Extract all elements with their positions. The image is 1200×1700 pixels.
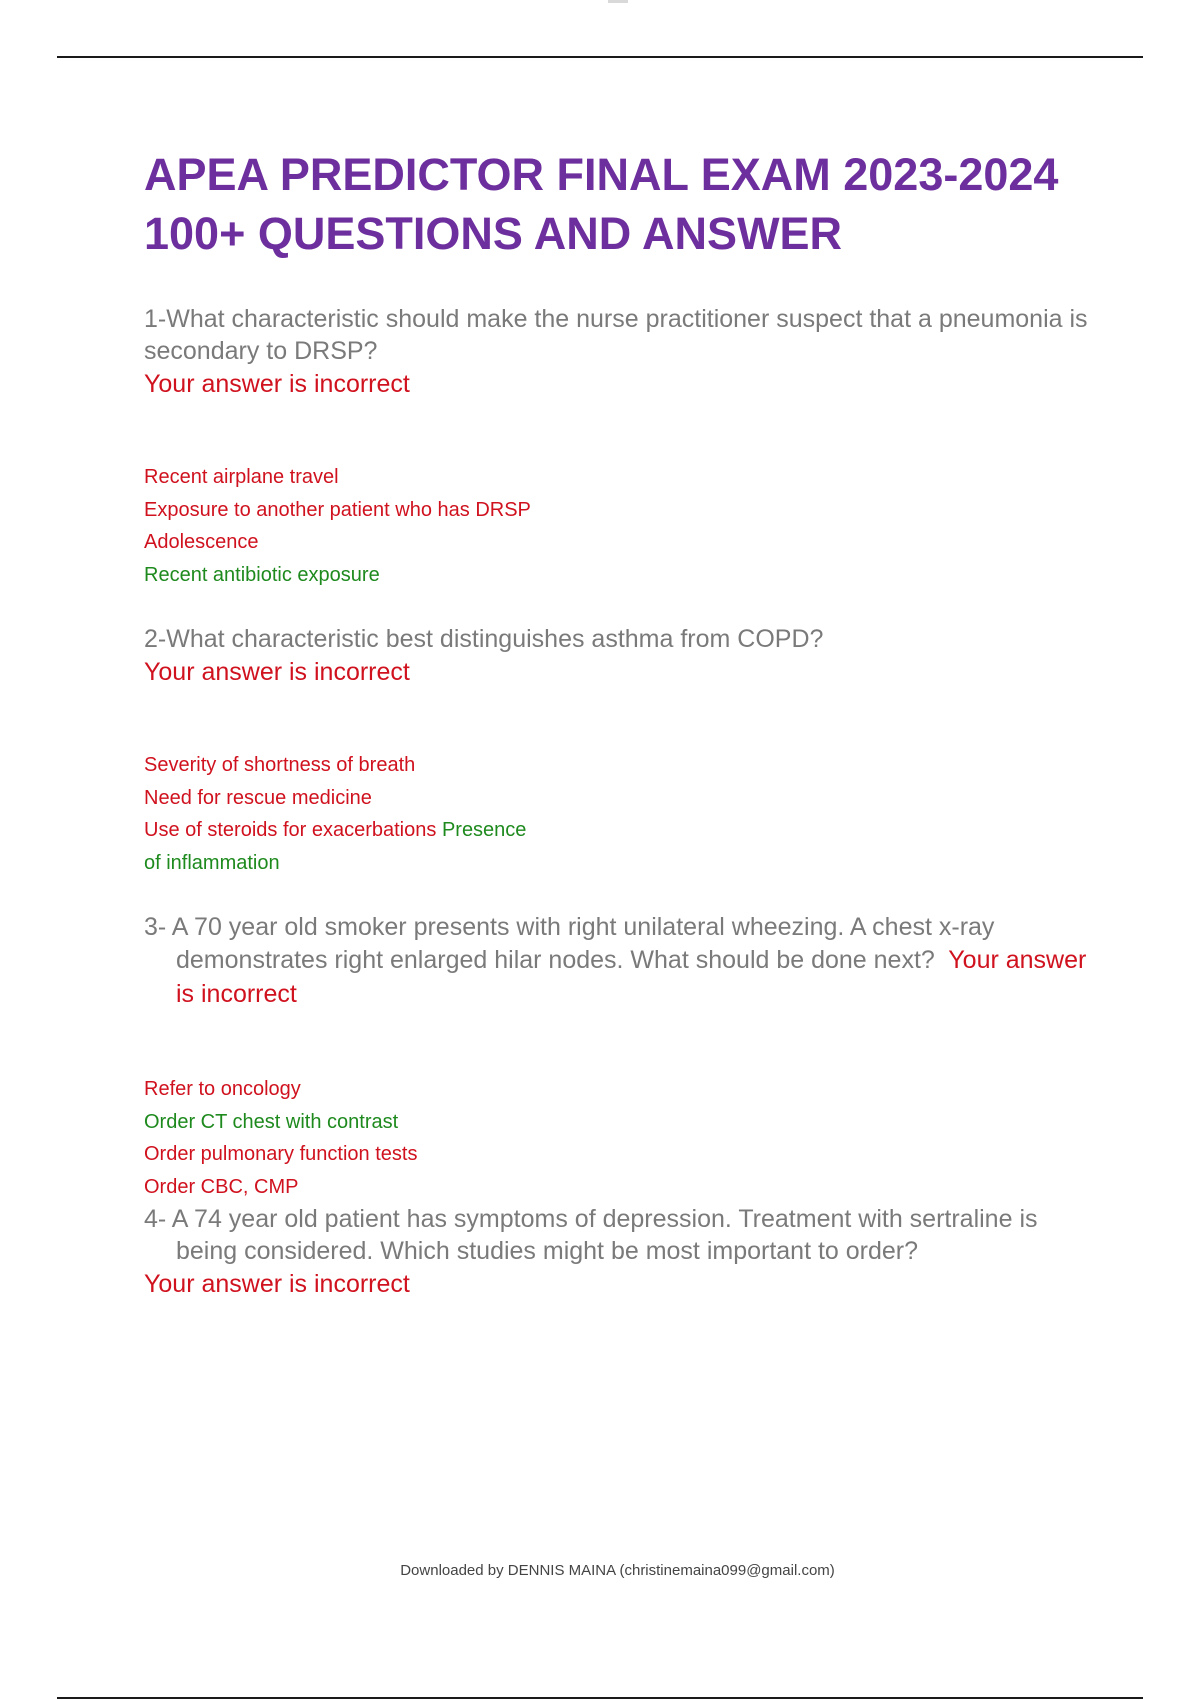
answer-options bbox=[144, 461, 1094, 591]
question-text bbox=[144, 911, 1094, 1011]
answer-option: Refer to oncology bbox=[144, 1078, 301, 1100]
answer-option: Severity of shortness of breath bbox=[144, 754, 416, 776]
question-2 bbox=[144, 623, 1094, 879]
answer-feedback: Your answer is incorrect bbox=[144, 658, 410, 686]
question-3 bbox=[144, 911, 1094, 1203]
answer-option-line bbox=[144, 814, 1094, 847]
correct-answer-option: Order CT chest with contrast bbox=[144, 1110, 399, 1133]
answer-feedback: Your answer is incorrect bbox=[144, 370, 410, 398]
download-footer: Downloaded by DENNIS MAINA (christinemaina099@gmail.com) bbox=[400, 1562, 835, 1579]
answer-option: Recent airplane travel bbox=[144, 466, 339, 488]
question-text: 2-What characteristic best distinguishes asthma from COPD? bbox=[144, 625, 824, 653]
bottom-rule bbox=[57, 1697, 1143, 1699]
document-body bbox=[144, 145, 1094, 1333]
answer-option: Exposure to another patient who has DRSP bbox=[144, 498, 531, 521]
answer-options bbox=[144, 1073, 1094, 1203]
question-text-body: 3- A 70 year old smoker presents with right unilateral wheezing. A chest x-ray demonstrates right enlarged hilar nodes. What should be done next? bbox=[144, 913, 995, 974]
answer-feedback: Your answer is incorrect bbox=[176, 946, 1087, 1008]
correct-answer-option: Recent antibiotic exposure bbox=[144, 563, 380, 586]
page-marker bbox=[608, 0, 628, 3]
answer-option: Order CBC, CMP bbox=[144, 1175, 299, 1198]
answer-option: Order pulmonary function tests bbox=[144, 1143, 418, 1165]
correct-answer-option: Presence bbox=[441, 819, 527, 841]
answer-feedback: Your answer is incorrect bbox=[144, 1270, 410, 1298]
answer-option: Need for rescue medicine bbox=[144, 786, 372, 809]
question-4 bbox=[144, 1203, 1094, 1301]
answer-option: Use of steroids for exacerbations bbox=[144, 819, 437, 841]
answer-options bbox=[144, 749, 1094, 879]
answer-option: Adolescence bbox=[144, 531, 259, 553]
document-title: APEA PREDICTOR FINAL EXAM 2023-2024 100+ QUESTIONS AND ANSWER bbox=[144, 149, 1059, 259]
correct-answer-option-continued: of inflammation bbox=[144, 851, 280, 874]
question-text: 4- A 74 year old patient has symptoms of depression. Treatment with sertraline is being considered. Which studies might be most important to order? bbox=[144, 1205, 1038, 1265]
top-rule bbox=[57, 56, 1143, 58]
question-1 bbox=[144, 303, 1094, 591]
question-text: 1-What characteristic should make the nurse practitioner suspect that a pneumonia is secondary to DRSP? bbox=[144, 305, 1088, 365]
